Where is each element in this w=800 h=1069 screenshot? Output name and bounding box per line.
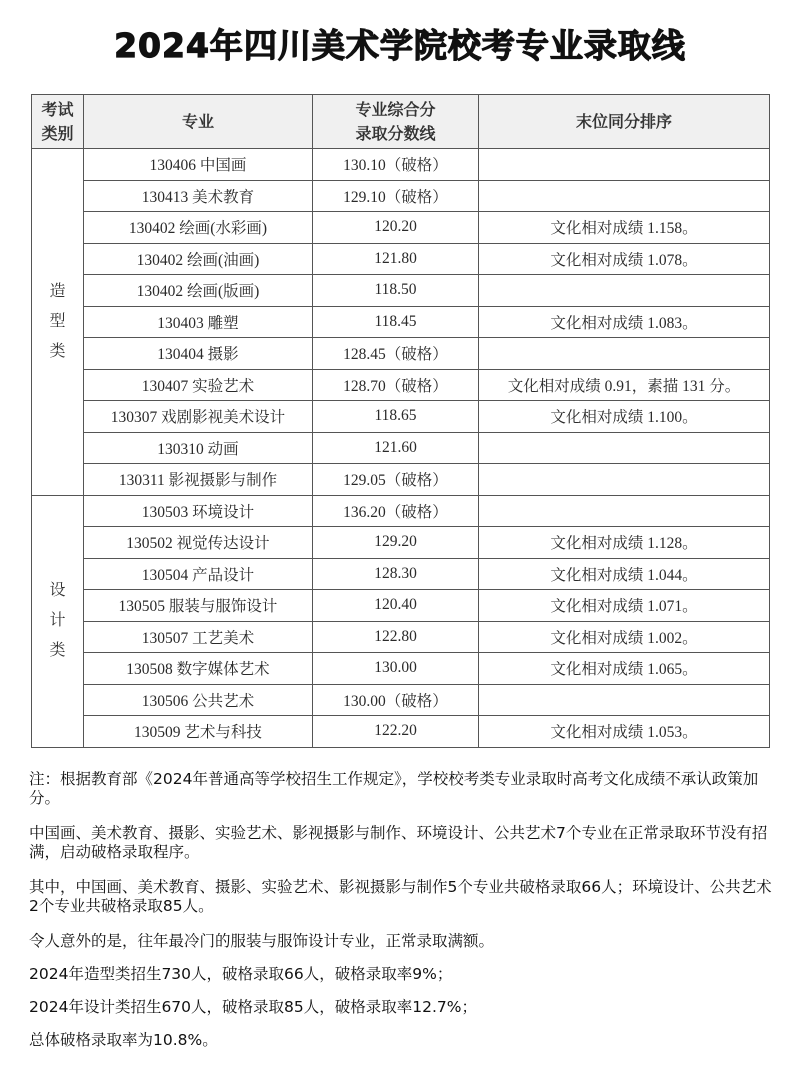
- score-cell: 130.00: [313, 653, 479, 685]
- tiebreak-cell: [479, 149, 770, 181]
- table-body: [32, 149, 770, 748]
- tiebreak-cell: 文化相对成绩 1.002。: [479, 621, 770, 653]
- tiebreak-cell: [479, 275, 770, 307]
- major-cell: 130403 雕塑: [84, 306, 313, 338]
- score-cell: 118.45: [313, 306, 479, 338]
- table-row: [32, 621, 770, 653]
- tiebreak-cell: 文化相对成绩 1.065。: [479, 653, 770, 685]
- header-category-line2: 类别: [41, 123, 74, 143]
- score-cell: 128.45（破格）: [313, 338, 479, 370]
- major-cell: 130402 绘画(油画): [84, 243, 313, 275]
- admission-score-table: [31, 94, 770, 748]
- table-row: [32, 275, 770, 307]
- major-cell: 130406 中国画: [84, 149, 313, 181]
- table-row: [32, 180, 770, 212]
- tiebreak-cell: 文化相对成绩 1.083。: [479, 306, 770, 338]
- category-char: 类: [49, 642, 66, 659]
- major-cell: 130507 工艺美术: [84, 621, 313, 653]
- table-header-row: [32, 95, 770, 149]
- table-row: [32, 212, 770, 244]
- score-cell: 129.10（破格）: [313, 180, 479, 212]
- category-char: 型: [49, 312, 66, 330]
- tiebreak-cell: 文化相对成绩 1.044。: [479, 558, 770, 590]
- table-row: [32, 527, 770, 559]
- tiebreak-cell: [479, 464, 770, 496]
- major-cell: 130404 摄影: [84, 338, 313, 370]
- score-cell: 128.70（破格）: [313, 369, 479, 401]
- table-row: [32, 338, 770, 370]
- category-char: 设: [49, 582, 66, 599]
- table-row: [32, 590, 770, 622]
- tiebreak-cell: [479, 684, 770, 716]
- category-cell: [32, 495, 84, 747]
- score-cell: 120.20: [313, 212, 479, 244]
- header-category: [32, 95, 84, 149]
- table-row: [32, 369, 770, 401]
- tiebreak-cell: 文化相对成绩 1.053。: [479, 716, 770, 748]
- title-container: [0, 24, 800, 68]
- score-cell: 129.20: [313, 527, 479, 559]
- note-paragraph: 2024年设计类招生670人，破格录取85人，破格录取率12.7%；: [29, 998, 477, 1016]
- score-cell: 121.60: [313, 432, 479, 464]
- header-tiebreak: 末位同分排序: [479, 95, 770, 149]
- score-cell: 130.10（破格）: [313, 149, 479, 181]
- category-char: 造: [49, 282, 66, 300]
- score-cell: 129.05（破格）: [313, 464, 479, 496]
- table-row: [32, 684, 770, 716]
- header-major: 专业: [84, 95, 313, 149]
- tiebreak-cell: [479, 432, 770, 464]
- major-cell: 130504 产品设计: [84, 558, 313, 590]
- category-cell: [32, 149, 84, 496]
- note-paragraph: 其中，中国画、美术教育、摄影、实验艺术、影视摄影与制作5个专业共破格录取66人；环境设计、公共艺术2个专业共破格录取85人。: [29, 878, 772, 915]
- header-category-line1: 考试: [41, 99, 74, 119]
- score-cell: 118.65: [313, 401, 479, 433]
- note-paragraph: 中国画、美术教育、摄影、实验艺术、影视摄影与制作、环境设计、公共艺术7个专业在正常录取环节没有招满，启动破格录取程序。: [29, 824, 768, 861]
- tiebreak-cell: 文化相对成绩 1.078。: [479, 243, 770, 275]
- note-paragraph: 令人意外的是，往年最冷门的服装与服饰设计专业，正常录取满额。: [29, 932, 495, 950]
- score-cell: 130.00（破格）: [313, 684, 479, 716]
- note-paragraph: 注：根据教育部《2024年普通高等学校招生工作规定》，学校校考类专业录取时高考文化成绩不承认政策加分。: [29, 770, 759, 807]
- major-cell: 130310 动画: [84, 432, 313, 464]
- major-cell: 130505 服装与服饰设计: [84, 590, 313, 622]
- major-cell: 130402 绘画(水彩画): [84, 212, 313, 244]
- table-row: [32, 432, 770, 464]
- table-row: [32, 495, 770, 527]
- major-cell: 130407 实验艺术: [84, 369, 313, 401]
- score-cell: 136.20（破格）: [313, 495, 479, 527]
- category-char: 类: [49, 342, 66, 360]
- major-cell: 130509 艺术与科技: [84, 716, 313, 748]
- category-char: 计: [49, 612, 66, 629]
- tiebreak-cell: [479, 180, 770, 212]
- table-row: [32, 653, 770, 685]
- score-cell: 121.80: [313, 243, 479, 275]
- major-cell: 130506 公共艺术: [84, 684, 313, 716]
- table-row: [32, 464, 770, 496]
- table-row: [32, 558, 770, 590]
- major-cell: 130307 戏剧影视美术设计: [84, 401, 313, 433]
- table-row: [32, 306, 770, 338]
- table-row: [32, 401, 770, 433]
- note-paragraph: 2024年造型类招生730人，破格录取66人，破格录取率9%；: [29, 965, 453, 983]
- tiebreak-cell: [479, 495, 770, 527]
- tiebreak-cell: 文化相对成绩 1.128。: [479, 527, 770, 559]
- major-cell: 130311 影视摄影与制作: [84, 464, 313, 496]
- table-row: [32, 243, 770, 275]
- score-cell: 120.40: [313, 590, 479, 622]
- table-row: [32, 716, 770, 748]
- tiebreak-cell: 文化相对成绩 1.158。: [479, 212, 770, 244]
- tiebreak-cell: [479, 338, 770, 370]
- header-score-line2: 录取分数线: [355, 123, 436, 143]
- score-cell: 118.50: [313, 275, 479, 307]
- major-cell: 130508 数字媒体艺术: [84, 653, 313, 685]
- score-cell: 122.20: [313, 716, 479, 748]
- note-paragraph: 总体破格录取率为10.8%。: [29, 1031, 218, 1049]
- notes-section: [29, 770, 774, 1064]
- tiebreak-cell: 文化相对成绩 1.100。: [479, 401, 770, 433]
- major-cell: 130413 美术教育: [84, 180, 313, 212]
- score-cell: 128.30: [313, 558, 479, 590]
- header-score-line1: 专业综合分: [355, 99, 436, 119]
- page-title: 2024年四川美术学院校考专业录取线: [108, 24, 692, 68]
- table-row: [32, 149, 770, 181]
- major-cell: 130502 视觉传达设计: [84, 527, 313, 559]
- tiebreak-cell: 文化相对成绩 0.91，素描 131 分。: [479, 369, 770, 401]
- tiebreak-cell: 文化相对成绩 1.071。: [479, 590, 770, 622]
- score-cell: 122.80: [313, 621, 479, 653]
- major-cell: 130402 绘画(版画): [84, 275, 313, 307]
- major-cell: 130503 环境设计: [84, 495, 313, 527]
- header-score: [313, 95, 479, 149]
